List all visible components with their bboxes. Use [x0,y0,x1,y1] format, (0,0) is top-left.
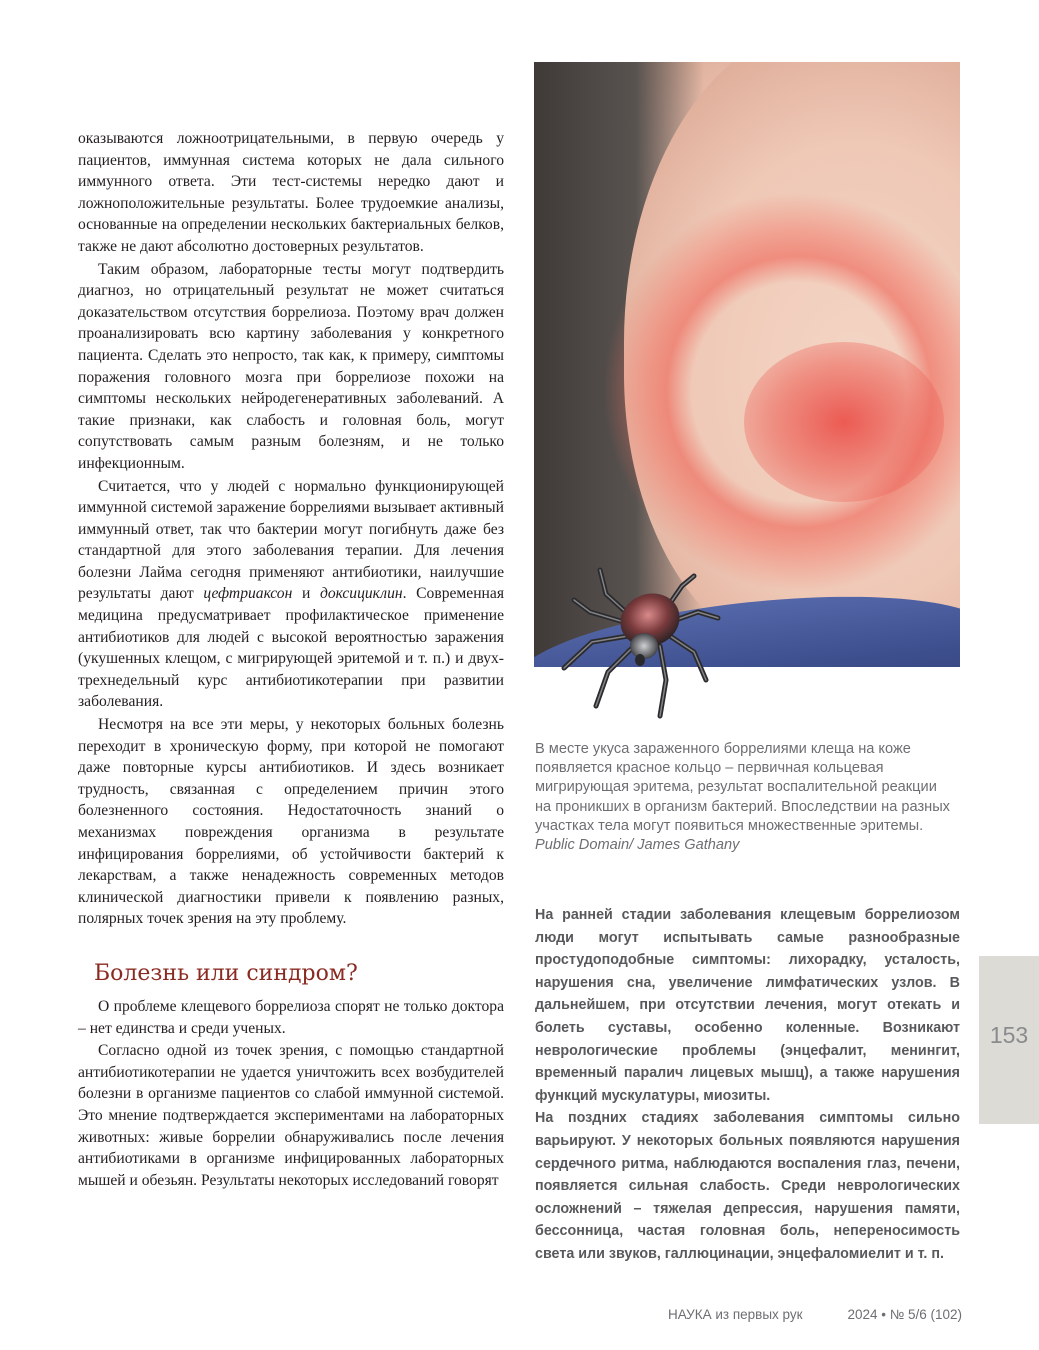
figure-caption [535,740,955,855]
journal-name: НАУКА из первых рук [668,1307,803,1322]
erythema-center [744,342,944,502]
paragraph: Таким образом, лабораторные тесты могут подтвердить диагноз, но отрицательный результат не может считаться доказательством отсутствия боррелиоза. Поэтому врач должен проанализировать всю картину заболевания у конкретного пациента. Сделать это непросто, так как, к примеру, симптомы поражения головного мозга при боррелиозе похожи на симптомы нескольких нейродегенеративных заболеваний. А такие признаки, как слабость и головная боль, могут сопутствовать самым разным болезням, и не только инфекционным. [78,260,504,472]
issue-number: 2024 • № 5/6 (102) [847,1307,962,1322]
tick-illustration [556,556,736,726]
paragraph [78,476,504,714]
drug-name: цефтриаксон [203,585,293,603]
page-footer [668,1307,962,1322]
main-text-column [78,128,504,1191]
drug-name: доксициклин [319,585,403,603]
sidebar-paragraph: На поздних стадиях заболевания симптомы сильно варьируют. У некоторых больных появляются нарушения сердечного ритма, наблюдаются воспаления глаз, печени, появляется сильная слабость. Среди неврологических осложнений – тяжелая депрессия, нарушения памяти, бессонница, частая головная боль, непереносимость света или звуков, галлюцинации, энцефаломиелит и т. п. [535,1110,960,1262]
photo-credit: Public Domain/ James Gathany [535,837,740,854]
paragraph: Несмотря на все эти меры, у некоторых больных болезнь переходит в хроническую форму, при которой не помогают даже повторные курсы антибиотиков. И здесь возникает трудность, связанная с определением причин этого болезненного состояния. Недостаточность знаний о механизмах повреждения организма в результате инфицирования боррелиями, об устойчивости бактерий к лекарствам, а также ненадежность современных методов клинической диагностики привели к появлению разных, полярных точек зрения на эту проблему. [78,716,504,928]
paragraph: О проблеме клещевого боррелиоза спорят не только доктора – нет единства и среди ученых. [78,997,504,1037]
paragraph: оказываются ложноотрицательными, в первую очередь у пациентов, иммунная система которых не дала сильного иммунного ответа. Эти тест-системы нередко дают и ложноположительные результаты. Более трудоемкие анализы, основанные на определении нескольких бактериальных белков, также не дают абсолютно достоверных результатов. [78,130,504,255]
page-number: 153 [989,1022,1029,1048]
caption-text: В месте укуса зараженного боррелиями клеща на коже появляется красное кольцо – первичная кольцевая мигрирующая эритема, результат воспалительной реакции на проникших в организм бактерий. Впоследствии на разных участках тела могут появиться множественные эритемы. [535,741,950,834]
paragraph-text: . Современная медицина предусматривает профилактическое применение антибиотиков для людей с высокой вероятностью заражения (укушенных клещом, с мигрирующей эритемой и т. п.) и двух-трехнедельный курс антибиотикотерапии при развитии заболевания. [78,585,504,711]
section-heading: Болезнь или синдром? [94,960,358,986]
paragraph-text: и [292,585,320,603]
paragraph: Согласно одной из точек зрения, с помощью стандартной антибиотикотерапии не удается уничтожить всех возбудителей болезни в организме пациентов со слабой иммунной системой. Это мнение подтверждается экспериментами на лабораторных животных: живые боррелии обнаруживались после лечения антибиотиками в организме инфицированных лабораторных мышей и обезьян. Результаты некоторых исследований говорят [78,1042,504,1189]
paragraph-text: Считается, что у людей с нормально функционирующей иммунной системой заражение боррелиями вызывает активный иммунный ответ, так что бактерии могут погибнуть даже без стандартной для этого заболевания терапии. Для лечения болезни Лайма сегодня применяют антибиотики, наилучшие результаты дают [78,477,504,603]
sidebar-paragraph: На ранней стадии заболевания клещевым боррелиозом люди могут испытывать самые разнообразные простудоподобные симптомы: лихорадку, усталость, нарушения сна, увеличение лимфатических узлов. В дальнейшем, при отсутствии лечения, могут отекать и болеть суставы, особенно коленные. Возникают неврологические проблемы (энцефалит, менингит, временный паралич лицевых мышц), а также нарушения функций мускулатуры, миозиты. [535,907,960,1104]
symptoms-sidebar [535,904,960,1266]
